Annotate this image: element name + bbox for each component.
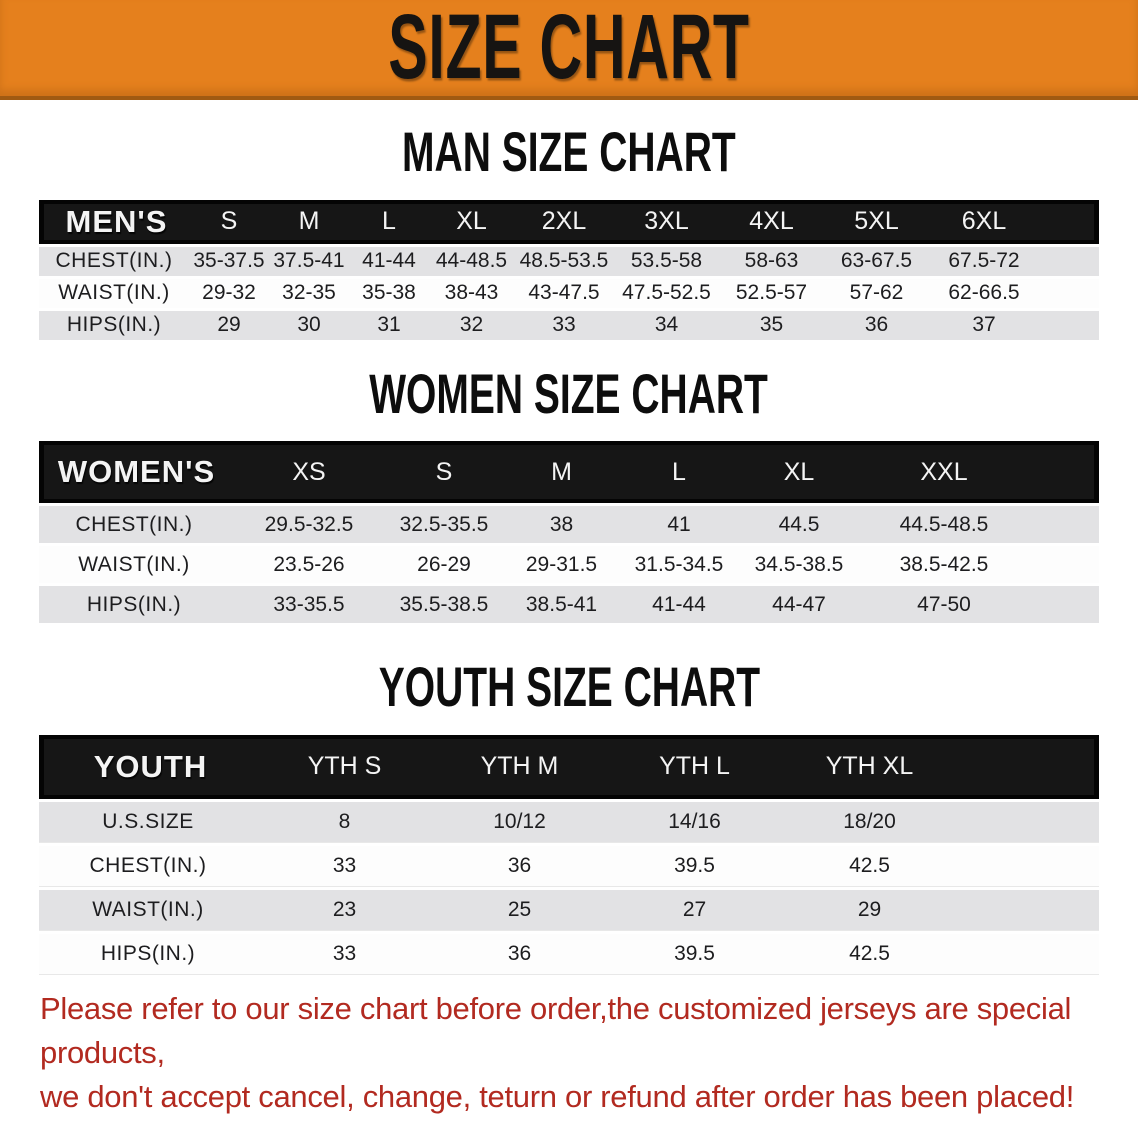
men-size-section: [0, 100, 1138, 340]
measurement-value-cell: 41-44: [349, 244, 429, 276]
spacer-cell: [957, 799, 1099, 843]
size-table-header-row: [39, 735, 1099, 799]
measurement-row: [39, 843, 1099, 887]
measurement-value-cell: 25: [432, 887, 607, 931]
measurement-value-cell: 33: [257, 931, 432, 975]
row-label-cell: HIPS(IN.): [39, 308, 189, 340]
measurement-value-cell: 31: [349, 308, 429, 340]
measurement-value-cell: 32.5-35.5: [389, 503, 499, 543]
youth-size-section: [0, 623, 1138, 975]
spacer-cell: [1024, 583, 1099, 623]
size-column-header: 4XL: [719, 200, 824, 244]
measurement-value-cell: 34.5-38.5: [734, 543, 864, 583]
size-column-header: YTH M: [432, 735, 607, 799]
measurement-value-cell: 41: [624, 503, 734, 543]
measurement-value-cell: 29.5-32.5: [229, 503, 389, 543]
size-column-header: 6XL: [929, 200, 1039, 244]
measurement-row: [39, 244, 1099, 276]
men-size-table: [39, 200, 1099, 340]
measurement-value-cell: 27: [607, 887, 782, 931]
measurement-value-cell: 30: [269, 308, 349, 340]
measurement-value-cell: 8: [257, 799, 432, 843]
measurement-value-cell: 36: [824, 308, 929, 340]
women-section-heading: WOMEN SIZE CHART: [369, 362, 769, 425]
row-label-cell: CHEST(IN.): [39, 244, 189, 276]
size-column-header: XXL: [864, 441, 1024, 503]
table-title-cell: YOUTH: [39, 735, 257, 799]
disclaimer-line-2: we don't accept cancel, change, teturn or refund after order has been placed!: [40, 1078, 1075, 1114]
measurement-row: [39, 931, 1099, 975]
row-label-cell: WAIST(IN.): [39, 887, 257, 931]
measurement-value-cell: 42.5: [782, 843, 957, 887]
size-column-header: YTH L: [607, 735, 782, 799]
measurement-value-cell: 23: [257, 887, 432, 931]
spacer-cell: [957, 931, 1099, 975]
measurement-value-cell: 36: [432, 843, 607, 887]
youth-size-table: [39, 735, 1099, 975]
spacer-cell: [1039, 276, 1099, 308]
spacer-cell: [1024, 543, 1099, 583]
measurement-row: [39, 799, 1099, 843]
order-disclaimer: [40, 987, 1138, 1119]
size-column-header: 5XL: [824, 200, 929, 244]
row-label-cell: U.S.SIZE: [39, 799, 257, 843]
measurement-value-cell: 35-38: [349, 276, 429, 308]
measurement-value-cell: 38-43: [429, 276, 514, 308]
measurement-value-cell: 38.5-41: [499, 583, 624, 623]
row-label-cell: CHEST(IN.): [39, 843, 257, 887]
measurement-value-cell: 35-37.5: [189, 244, 269, 276]
measurement-value-cell: 10/12: [432, 799, 607, 843]
row-label-cell: CHEST(IN.): [39, 503, 229, 543]
measurement-value-cell: 39.5: [607, 843, 782, 887]
measurement-value-cell: 29-32: [189, 276, 269, 308]
measurement-value-cell: 35: [719, 308, 824, 340]
size-column-header: 2XL: [514, 200, 614, 244]
size-column-header: YTH XL: [782, 735, 957, 799]
table-title-cell: MEN'S: [39, 200, 189, 244]
size-column-header: XS: [229, 441, 389, 503]
women-size-table: [39, 441, 1099, 623]
row-label-cell: WAIST(IN.): [39, 276, 189, 308]
measurement-value-cell: 63-67.5: [824, 244, 929, 276]
spacer-cell: [1024, 503, 1099, 543]
spacer-cell: [957, 735, 1099, 799]
size-table-header-row: [39, 441, 1099, 503]
measurement-value-cell: 44-48.5: [429, 244, 514, 276]
measurement-value-cell: 42.5: [782, 931, 957, 975]
measurement-value-cell: 37: [929, 308, 1039, 340]
measurement-value-cell: 32: [429, 308, 514, 340]
spacer-cell: [1039, 308, 1099, 340]
measurement-value-cell: 39.5: [607, 931, 782, 975]
measurement-value-cell: 33: [257, 843, 432, 887]
size-column-header: XL: [734, 441, 864, 503]
measurement-value-cell: 34: [614, 308, 719, 340]
measurement-value-cell: 52.5-57: [719, 276, 824, 308]
spacer-cell: [1024, 441, 1099, 503]
youth-section-heading: YOUTH SIZE CHART: [378, 655, 760, 719]
spacer-cell: [1039, 200, 1099, 244]
row-label-cell: WAIST(IN.): [39, 543, 229, 583]
measurement-value-cell: 58-63: [719, 244, 824, 276]
measurement-value-cell: 32-35: [269, 276, 349, 308]
size-column-header: L: [349, 200, 429, 244]
measurement-value-cell: 44-47: [734, 583, 864, 623]
measurement-row: [39, 308, 1099, 340]
spacer-cell: [957, 887, 1099, 931]
measurement-value-cell: 53.5-58: [614, 244, 719, 276]
measurement-value-cell: 43-47.5: [514, 276, 614, 308]
measurement-value-cell: 47-50: [864, 583, 1024, 623]
measurement-value-cell: 29: [189, 308, 269, 340]
disclaimer-line-1: Please refer to our size chart before order,the customized jerseys are special products,: [40, 990, 1072, 1070]
size-column-header: M: [499, 441, 624, 503]
size-column-header: XL: [429, 200, 514, 244]
table-title-cell: WOMEN'S: [39, 441, 229, 503]
measurement-value-cell: 36: [432, 931, 607, 975]
measurement-row: [39, 276, 1099, 308]
measurement-value-cell: 57-62: [824, 276, 929, 308]
measurement-value-cell: 33: [514, 308, 614, 340]
measurement-value-cell: 35.5-38.5: [389, 583, 499, 623]
measurement-row: [39, 503, 1099, 543]
women-size-section: [0, 340, 1138, 624]
banner-title: SIZE CHART: [388, 0, 750, 99]
measurement-value-cell: 29: [782, 887, 957, 931]
measurement-row: [39, 887, 1099, 931]
size-table-header-row: [39, 200, 1099, 244]
measurement-value-cell: 23.5-26: [229, 543, 389, 583]
size-column-header: S: [189, 200, 269, 244]
size-column-header: M: [269, 200, 349, 244]
measurement-value-cell: 62-66.5: [929, 276, 1039, 308]
size-column-header: 3XL: [614, 200, 719, 244]
size-column-header: L: [624, 441, 734, 503]
measurement-value-cell: 67.5-72: [929, 244, 1039, 276]
measurement-value-cell: 41-44: [624, 583, 734, 623]
measurement-value-cell: 29-31.5: [499, 543, 624, 583]
measurement-value-cell: 37.5-41: [269, 244, 349, 276]
measurement-value-cell: 14/16: [607, 799, 782, 843]
measurement-value-cell: 44.5: [734, 503, 864, 543]
measurement-value-cell: 38.5-42.5: [864, 543, 1024, 583]
measurement-value-cell: 38: [499, 503, 624, 543]
measurement-row: [39, 543, 1099, 583]
men-section-heading: MAN SIZE CHART: [402, 120, 736, 184]
measurement-value-cell: 33-35.5: [229, 583, 389, 623]
spacer-cell: [1039, 244, 1099, 276]
measurement-value-cell: 26-29: [389, 543, 499, 583]
measurement-value-cell: 48.5-53.5: [514, 244, 614, 276]
measurement-value-cell: 31.5-34.5: [624, 543, 734, 583]
row-label-cell: HIPS(IN.): [39, 583, 229, 623]
size-column-header: S: [389, 441, 499, 503]
measurement-value-cell: 44.5-48.5: [864, 503, 1024, 543]
spacer-cell: [957, 843, 1099, 887]
measurement-value-cell: 18/20: [782, 799, 957, 843]
size-chart-banner: [0, 0, 1138, 100]
row-label-cell: HIPS(IN.): [39, 931, 257, 975]
measurement-row: [39, 583, 1099, 623]
size-column-header: YTH S: [257, 735, 432, 799]
measurement-value-cell: 47.5-52.5: [614, 276, 719, 308]
